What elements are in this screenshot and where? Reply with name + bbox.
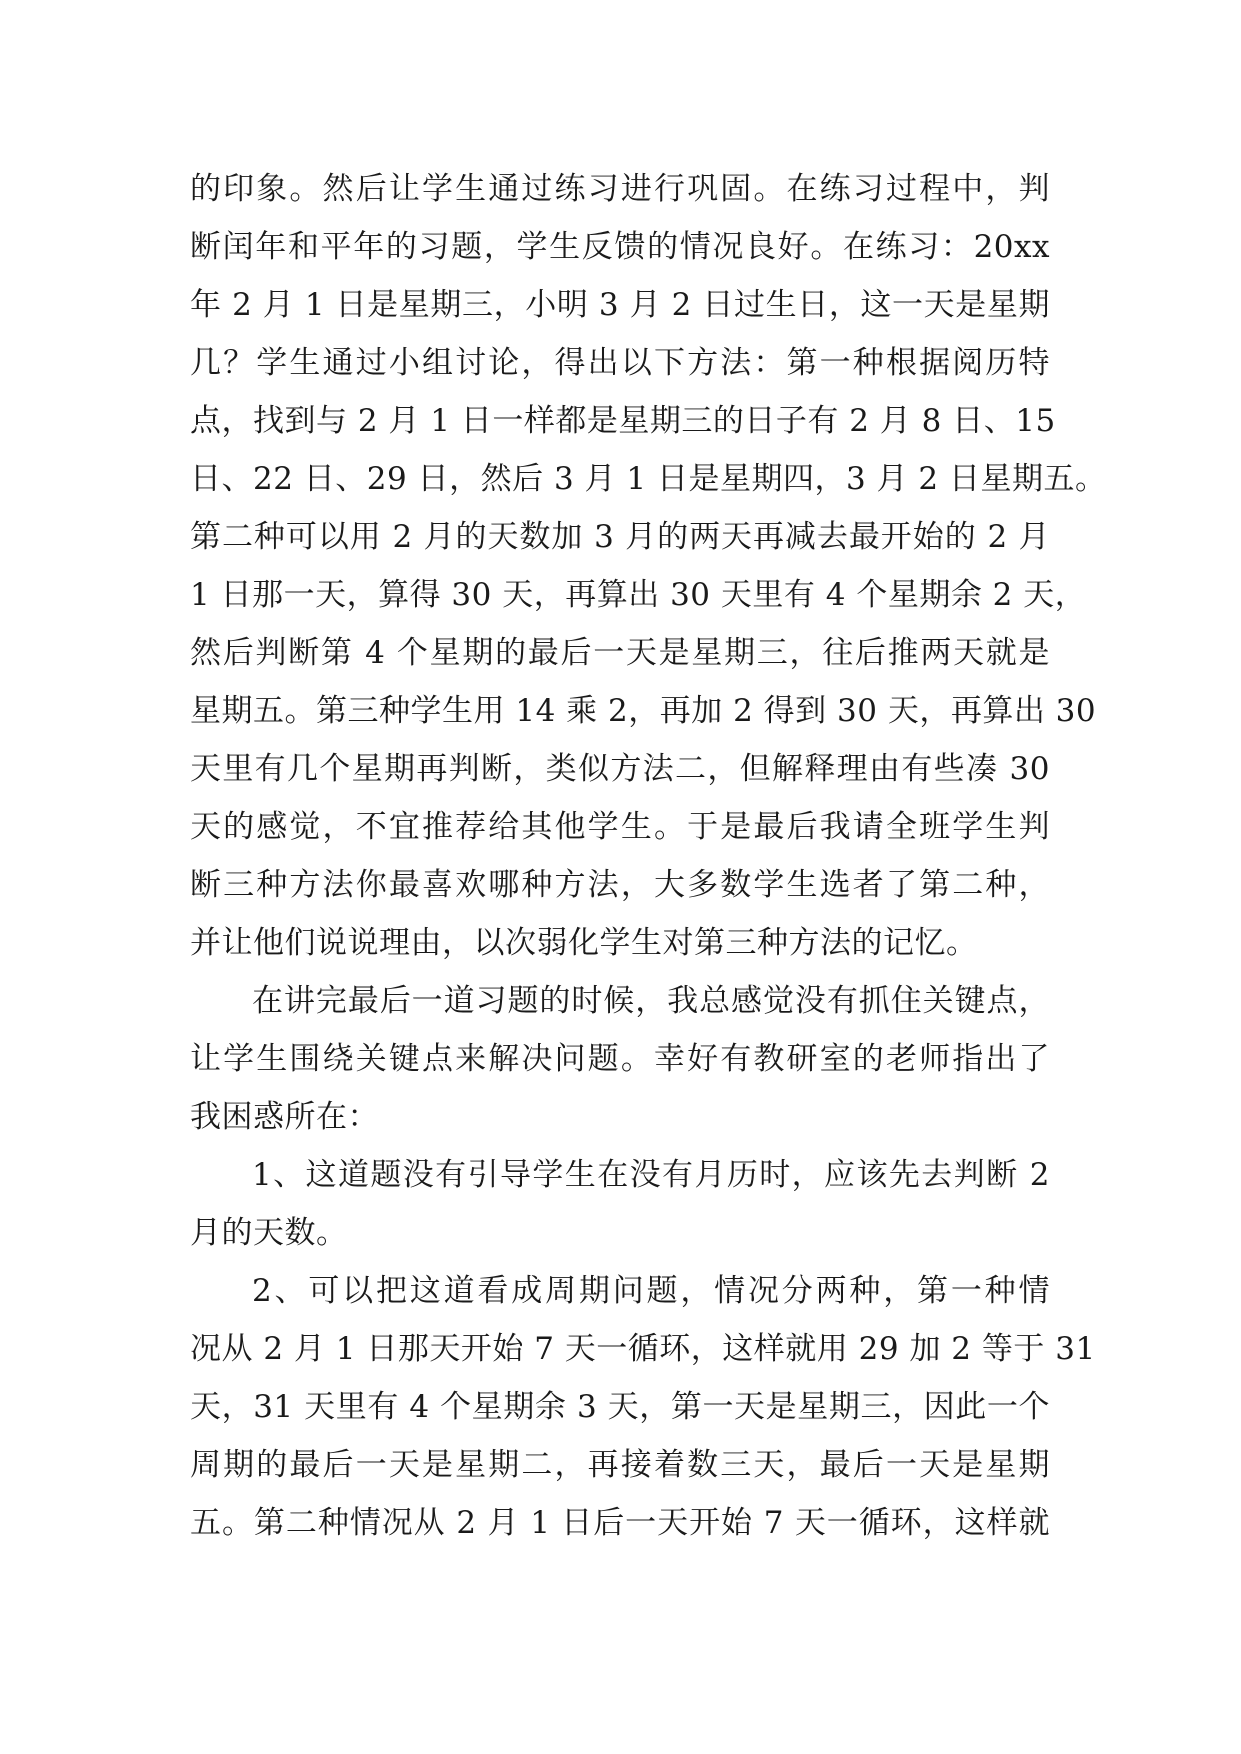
paragraph-2 (190, 972, 1050, 1146)
text-line: 断闰年和平年的习题，学生反馈的情况良好。在练习：20xx (190, 229, 1050, 265)
text-line: 我困惑所在： (190, 1099, 379, 1135)
text-line: 五。第二种情况从 2 月 1 日后一天开始 7 天一循环，这样就 (190, 1505, 1050, 1541)
text-line: 天里有几个星期再判断，类似方法二，但解释理由有些凑 30 (190, 751, 1050, 787)
document-body (190, 160, 1107, 1552)
text-line: 况从 2 月 1 日那天开始 7 天一循环，这样就用 29 加 2 等于 31 (190, 1331, 1096, 1367)
text-line: 在讲完最后一道习题的时候，我总感觉没有抓住关键点， (252, 983, 1050, 1019)
text-line: 第二种可以用 2 月的天数加 3 月的两天再减去最开始的 2 月 (190, 519, 1050, 555)
text-line: 几？学生通过小组讨论，得出以下方法：第一种根据阅历特 (190, 345, 1050, 381)
text-line: 1、这道题没有引导学生在没有月历时，应该先去判断 2 (252, 1157, 1050, 1193)
text-line: 的印象。然后让学生通过练习进行巩固。在练习过程中，判 (190, 171, 1050, 207)
text-line: 2、可以把这道看成周期问题，情况分两种，第一种情 (252, 1273, 1050, 1309)
text-line: 星期五。第三种学生用 14 乘 2，再加 2 得到 30 天，再算出 30 (190, 693, 1097, 729)
text-line: 年 2 月 1 日是星期三，小明 3 月 2 日过生日，这一天是星期 (190, 287, 1050, 323)
text-line: 周期的最后一天是星期二，再接着数三天，最后一天是星期 (190, 1447, 1050, 1483)
text-line: 天的感觉，不宜推荐给其他学生。于是最后我请全班学生判 (190, 809, 1050, 845)
text-line: 月的天数。 (190, 1215, 348, 1251)
text-line: 断三种方法你最喜欢哪种方法，大多数学生选者了第二种， (190, 867, 1050, 903)
text-line: 日、22 日、29 日，然后 3 月 1 日是星期四，3 月 2 日星期五。 (190, 461, 1107, 497)
paragraph-3 (190, 1146, 1050, 1262)
paragraph-1 (190, 160, 1107, 972)
text-line: 然后判断第 4 个星期的最后一天是星期三，往后推两天就是 (190, 635, 1050, 671)
paragraph-4 (190, 1262, 1096, 1552)
text-line: 点，找到与 2 月 1 日一样都是星期三的日子有 2 月 8 日、15 (190, 403, 1056, 439)
text-line: 天，31 天里有 4 个星期余 3 天，第一天是星期三，因此一个 (190, 1389, 1050, 1425)
text-line: 并让他们说说理由，以次弱化学生对第三种方法的记忆。 (190, 925, 978, 961)
text-line: 1 日那一天，算得 30 天，再算出 30 天里有 4 个星期余 2 天， (190, 577, 1087, 613)
text-line: 让学生围绕关键点来解决问题。幸好有教研室的老师指出了 (190, 1041, 1050, 1077)
